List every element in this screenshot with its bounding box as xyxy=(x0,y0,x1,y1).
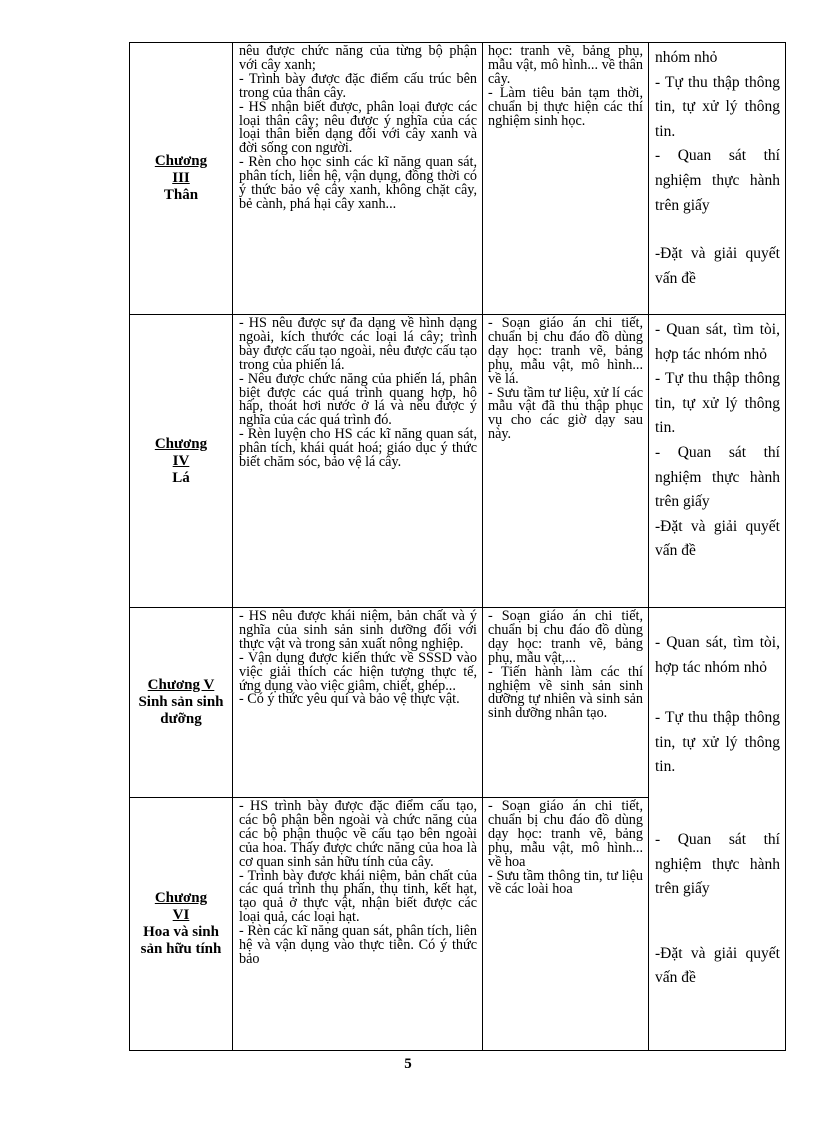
chapter-cell xyxy=(130,315,233,608)
chapter-cell xyxy=(130,608,233,798)
preparation-paragraph: - Soạn giáo án chi tiết, chuẩn bị chu đáo đồ dùng dạy học: tranh vẽ, bảng phụ, mẫu vật,... xyxy=(488,608,643,666)
content-paragraph: - Có ý thức yêu quí và bảo vệ thực vật. xyxy=(239,691,460,708)
preparation-paragraph: - Soạn giáo án chi tiết, chuẩn bị chu đáo đồ dùng dạy học: tranh vẽ, bảng phụ, mẫu vật, mô hình... về lá. xyxy=(488,315,643,387)
page-number: 5 xyxy=(404,1056,412,1072)
content-paragraph: nêu được chức năng của từng bộ phận với cây xanh; xyxy=(239,43,477,73)
curriculum-table xyxy=(129,42,786,1051)
content-cell xyxy=(233,43,483,315)
chapter-label: Chương V xyxy=(147,677,215,693)
chapter-label: Chương xyxy=(154,153,208,169)
preparation-paragraph: - Sưu tầm thông tin, tư liệu về các loài hoa xyxy=(488,867,643,898)
content-paragraph: - HS nhận biết được, phân loại được các loại thân cây; nêu được ý nghĩa của các loại thân biến dạng đối với cây xanh và đời sống con người. xyxy=(239,98,477,157)
content-paragraph: - Nêu được chức năng của phiến lá, phân biệt được các quá trình quang hợp, hô hấp, thoát hơi nước ở lá và nêu được ý nghĩa của các quá trình đó. xyxy=(239,370,477,429)
preparation-paragraph: - Tiến hành làm các thí nghiệm về sinh sản sinh dưỡng tự nhiên và sinh sản sinh dưỡng nhân tạo. xyxy=(488,663,643,722)
content-paragraph: - Rèn luyện cho HS các kĩ năng quan sát, phân tích, khái quát hoá; giáo dục ý thức biết chăm sóc, bảo vệ lá cây. xyxy=(239,426,477,471)
content-paragraph: - Trình bày được khái niệm, bản chất của các quá trình thụ phấn, thụ tinh, kết hạt, tạo quả ở thực vật, nhận biết được các loại quả, các loại hạt. xyxy=(239,867,477,926)
method-item: - Quan sát, tìm tòi, hợp tác nhóm nhỏ xyxy=(655,634,780,676)
preparation-cell xyxy=(483,43,649,315)
content-paragraph: - Rèn cho học sinh các kĩ năng quan sát, phân tích, liên hệ, vận dụng, đồng thời có ý thức bảo vệ cây xanh, không chặt cây, bẻ cành, phá hại cây xanh... xyxy=(239,154,477,212)
content-paragraph: - Rèn các kĩ năng quan sát, phân tích, liên hệ và vận dụng vào thực tiễn. Có ý thức bảo xyxy=(239,923,477,967)
content-paragraph: - Vận dụng được kiến thức về SSSD vào việc giải thích các hiện tượng thực tế, ứng dụng vào việc giâm, chiết, ghép... xyxy=(239,649,477,694)
chapter-name: Thân xyxy=(163,187,199,203)
chapter-cell xyxy=(130,43,233,315)
method-item: - Quan sát thí nghiệm thực hành trên giấy xyxy=(655,443,780,511)
method-item: - Quan sát thí nghiệm thực hành trên giấy xyxy=(655,147,780,214)
chapter-label: Chương xyxy=(154,890,208,906)
method-item: - Tự thu thập thông tin, tự xử lý thông tin. xyxy=(655,709,780,776)
chapter-number: IV xyxy=(172,452,190,469)
preparation-cell xyxy=(483,798,649,1051)
content-cell xyxy=(233,608,483,798)
table-row-chapter-3 xyxy=(130,43,786,315)
method-item: -Đặt và giải quyết vấn đề xyxy=(655,245,780,287)
chapter-label: Chương xyxy=(154,435,208,452)
method-item: nhóm nhỏ xyxy=(655,49,718,66)
preparation-paragraph: học: tranh vẽ, bảng phụ, mẫu vật, mô hình... về thân cây. xyxy=(488,43,643,87)
chapter-number: III xyxy=(172,170,190,186)
preparation-cell xyxy=(483,315,649,608)
chapter-number: VI xyxy=(172,907,190,923)
content-paragraph: - Trình bày được đặc điểm cấu trúc bên trong của thân cây. xyxy=(239,70,477,101)
method-item: -Đặt và giải quyết vấn đề xyxy=(655,517,780,560)
content-cell xyxy=(233,315,483,608)
chapter-name: Hoa và sinh sản hữu tính xyxy=(140,924,222,957)
methods-cell xyxy=(649,608,786,1051)
method-item: - Quan sát, tìm tòi, hợp tác nhóm nhỏ xyxy=(655,321,780,363)
table-row-chapter-4 xyxy=(130,315,786,608)
table-row-chapter-5 xyxy=(130,608,786,798)
preparation-paragraph: - Làm tiêu bản tạm thời, chuẩn bị thực hiện các thí nghiệm sinh học. xyxy=(488,84,643,129)
method-item: -Đặt và giải quyết vấn đề xyxy=(655,944,780,987)
content-paragraph: - HS nêu được khái niệm, bản chất và ý nghĩa của sinh sản sinh dưỡng đối với thực vật và trong sản xuất nông nghiệp. xyxy=(239,608,477,652)
chapter-name: Lá xyxy=(172,469,190,486)
preparation-cell xyxy=(483,608,649,798)
chapter-name: Sinh sản sinh dưỡng xyxy=(138,694,224,727)
method-item: - Tự thu thập thông tin, tự xử lý thông tin. xyxy=(655,370,780,437)
methods-cell xyxy=(649,43,786,315)
content-paragraph: - HS nêu được sự đa dạng về hình dạng ngoài, kích thước các loại lá cây; trình bày được cấu tạo ngoài, nêu được cấu tạo trong của phiến lá. xyxy=(239,315,477,373)
preparation-paragraph: - Soạn giáo án chi tiết, chuẩn bị chu đáo đồ dùng dạy học: tranh vẽ, bảng phụ, mẫu vật, mô hình... về hoa xyxy=(488,798,643,870)
preparation-paragraph: - Sưu tầm tư liệu, xử lí các mẫu vật đã thu thập phục vụ cho các giờ dạy sau này. xyxy=(488,384,643,443)
chapter-cell xyxy=(130,798,233,1051)
content-paragraph: - HS trình bày được đặc điểm cấu tạo, các bộ phận bên ngoài và chức năng của các bộ phận thuộc về cấu tạo bên ngoài của hoa. Thấy được chức năng của hoa là cơ quan sinh sản hữu tính của cây. xyxy=(239,798,477,870)
method-item: - Tự thu thập thông tin, tự xử lý thông tin. xyxy=(655,73,780,140)
content-cell xyxy=(233,798,483,1051)
methods-cell xyxy=(649,315,786,608)
method-item: - Quan sát thí nghiệm thực hành trên giấy xyxy=(655,830,780,898)
